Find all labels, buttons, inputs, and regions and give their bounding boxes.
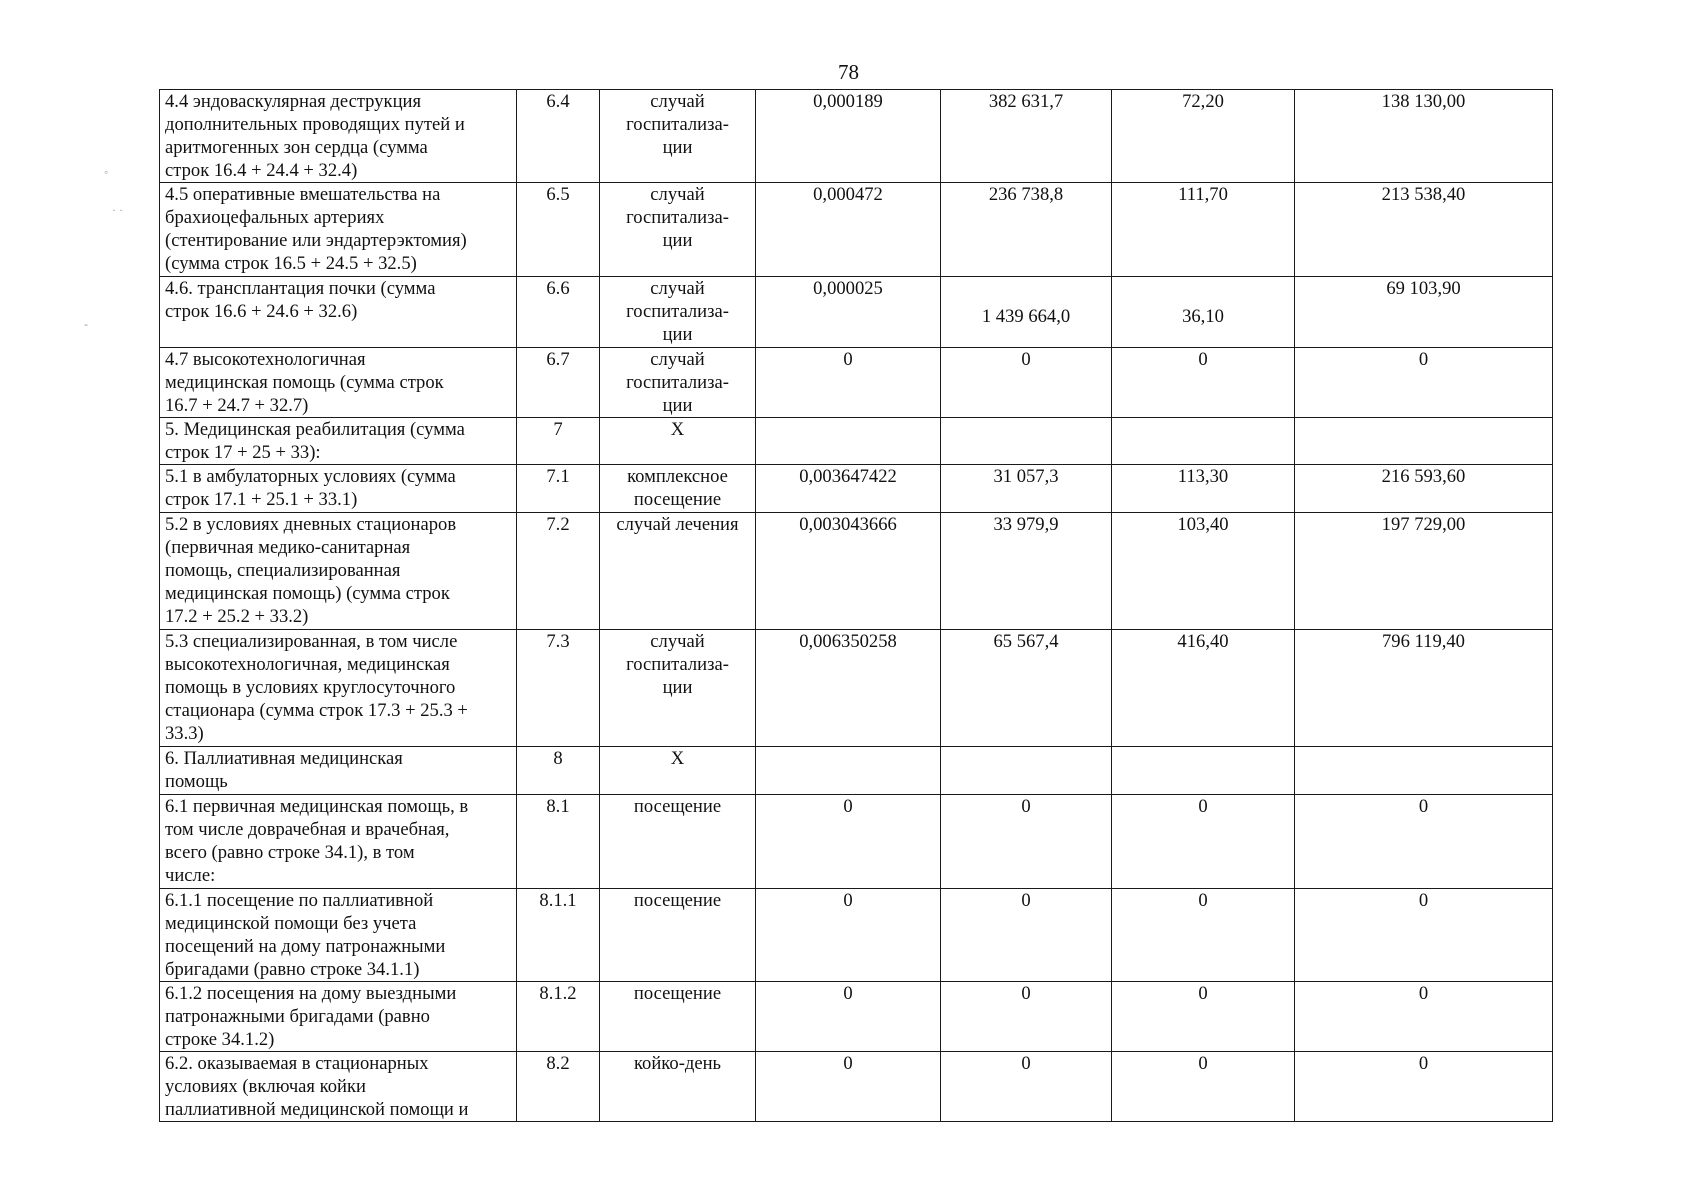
row-unit: случай госпитализа- ции [600, 630, 756, 747]
row-per-capita: 0 [1112, 1052, 1295, 1122]
row-unit: посещение [600, 982, 756, 1052]
row-total: 0 [1295, 348, 1553, 418]
row-name: 5.2 в условиях дневных стационаров (первичная медико-санитарная помощь, специализированная медицинская помощь) (сумма строк 17.2 + 25.2 + 33.2) [160, 513, 517, 630]
row-unit: случай госпитализа- ции [600, 183, 756, 277]
row-number: 8.1.2 [517, 982, 600, 1052]
row-per-capita: 111,70 [1112, 183, 1295, 277]
row-unit: посещение [600, 889, 756, 982]
row-number: 8.2 [517, 1052, 600, 1122]
table-row [160, 1052, 1553, 1122]
row-cost: 382 631,7 [941, 90, 1112, 183]
row-per-capita: 36,10 [1112, 277, 1295, 348]
row-unit: Х [600, 747, 756, 795]
row-norm: 0 [756, 1052, 941, 1122]
row-norm: 0,003647422 [756, 465, 941, 513]
row-unit: комплексное посещение [600, 465, 756, 513]
table-row [160, 747, 1553, 795]
row-norm: 0,006350258 [756, 630, 941, 747]
row-norm: 0 [756, 795, 941, 889]
table-row [160, 277, 1553, 348]
row-per-capita [1112, 418, 1295, 465]
row-total: 0 [1295, 889, 1553, 982]
row-cost: 0 [941, 348, 1112, 418]
row-per-capita: 72,20 [1112, 90, 1295, 183]
table-row [160, 795, 1553, 889]
row-total: 138 130,00 [1295, 90, 1553, 183]
row-total: 796 119,40 [1295, 630, 1553, 747]
row-norm: 0 [756, 348, 941, 418]
row-norm: 0,000025 [756, 277, 941, 348]
row-unit: случай лечения [600, 513, 756, 630]
row-total: 0 [1295, 1052, 1553, 1122]
row-per-capita: 0 [1112, 348, 1295, 418]
row-number: 6.7 [517, 348, 600, 418]
row-per-capita: 0 [1112, 982, 1295, 1052]
row-cost [941, 747, 1112, 795]
row-name: 4.6. трансплантация почки (сумма строк 16.6 + 24.6 + 32.6) [160, 277, 517, 348]
scan-speck: - [84, 317, 88, 331]
row-total: 213 538,40 [1295, 183, 1553, 277]
row-name: 6. Паллиативная медицинская помощь [160, 747, 517, 795]
row-cost: 0 [941, 1052, 1112, 1122]
scan-speck: ◦ [104, 165, 109, 179]
row-cost [941, 418, 1112, 465]
row-name: 4.5 оперативные вмешательства на брахиоцефальных артериях (стентирование или эндартерэктомия) (сумма строк 16.5 + 24.5 + 32.5) [160, 183, 517, 277]
row-name: 4.7 высокотехнологичная медицинская помощь (сумма строк 16.7 + 24.7 + 32.7) [160, 348, 517, 418]
row-name: 6.1.2 посещения на дому выездными патронажными бригадами (равно строке 34.1.2) [160, 982, 517, 1052]
row-number: 8.1.1 [517, 889, 600, 982]
page-number: 78 [838, 60, 859, 84]
row-per-capita: 416,40 [1112, 630, 1295, 747]
row-norm [756, 747, 941, 795]
row-norm: 0,003043666 [756, 513, 941, 630]
row-name: 5. Медицинская реабилитация (сумма строк 17 + 25 + 33): [160, 418, 517, 465]
row-unit: случай госпитализа- ции [600, 277, 756, 348]
row-cost: 31 057,3 [941, 465, 1112, 513]
table-row [160, 348, 1553, 418]
row-number: 7.3 [517, 630, 600, 747]
row-cost: 236 738,8 [941, 183, 1112, 277]
row-per-capita: 0 [1112, 795, 1295, 889]
row-norm: 0,000189 [756, 90, 941, 183]
row-number: 7.2 [517, 513, 600, 630]
row-unit: посещение [600, 795, 756, 889]
row-unit: случай госпитализа- ции [600, 90, 756, 183]
row-total: 0 [1295, 795, 1553, 889]
table-row [160, 465, 1553, 513]
row-per-capita: 0 [1112, 889, 1295, 982]
row-total: 0 [1295, 982, 1553, 1052]
row-number: 8 [517, 747, 600, 795]
row-unit: койко-день [600, 1052, 756, 1122]
row-number: 6.6 [517, 277, 600, 348]
row-name: 5.3 специализированная, в том числе высокотехнологичная, медицинская помощь в условиях круглосуточного стационара (сумма строк 17.3 + 25.3 + 33.3) [160, 630, 517, 747]
scan-speck: · · [112, 203, 123, 217]
row-cost: 65 567,4 [941, 630, 1112, 747]
row-name: 5.1 в амбулаторных условиях (сумма строк 17.1 + 25.1 + 33.1) [160, 465, 517, 513]
table-row [160, 418, 1553, 465]
row-unit: случай госпитализа- ции [600, 348, 756, 418]
row-unit: Х [600, 418, 756, 465]
table-row [160, 513, 1553, 630]
row-per-capita [1112, 747, 1295, 795]
row-norm: 0 [756, 982, 941, 1052]
row-cost: 0 [941, 795, 1112, 889]
row-per-capita: 113,30 [1112, 465, 1295, 513]
table-row [160, 889, 1553, 982]
row-cost: 33 979,9 [941, 513, 1112, 630]
row-total [1295, 747, 1553, 795]
table-row [160, 183, 1553, 277]
row-total: 69 103,90 [1295, 277, 1553, 348]
row-number: 7 [517, 418, 600, 465]
row-number: 6.4 [517, 90, 600, 183]
row-number: 6.5 [517, 183, 600, 277]
row-number: 7.1 [517, 465, 600, 513]
row-name: 6.1.1 посещение по паллиативной медицинской помощи без учета посещений на дому патронажными бригадами (равно строке 34.1.1) [160, 889, 517, 982]
row-name: 6.2. оказываемая в стационарных условиях (включая койки паллиативной медицинской помощи и [160, 1052, 517, 1122]
row-total: 216 593,60 [1295, 465, 1553, 513]
row-total [1295, 418, 1553, 465]
table-row [160, 630, 1553, 747]
row-norm: 0 [756, 889, 941, 982]
row-total: 197 729,00 [1295, 513, 1553, 630]
row-cost: 0 [941, 889, 1112, 982]
row-name: 4.4 эндоваскулярная деструкция дополнительных проводящих путей и аритмогенных зон сердца (сумма строк 16.4 + 24.4 + 32.4) [160, 90, 517, 183]
data-table [159, 89, 1553, 1122]
row-number: 8.1 [517, 795, 600, 889]
table-row [160, 982, 1553, 1052]
table-row [160, 90, 1553, 183]
row-per-capita: 103,40 [1112, 513, 1295, 630]
row-norm: 0,000472 [756, 183, 941, 277]
row-cost: 0 [941, 982, 1112, 1052]
row-name: 6.1 первичная медицинская помощь, в том числе доврачебная и врачебная, всего (равно строке 34.1), в том числе: [160, 795, 517, 889]
row-cost: 1 439 664,0 [941, 277, 1112, 348]
row-norm [756, 418, 941, 465]
